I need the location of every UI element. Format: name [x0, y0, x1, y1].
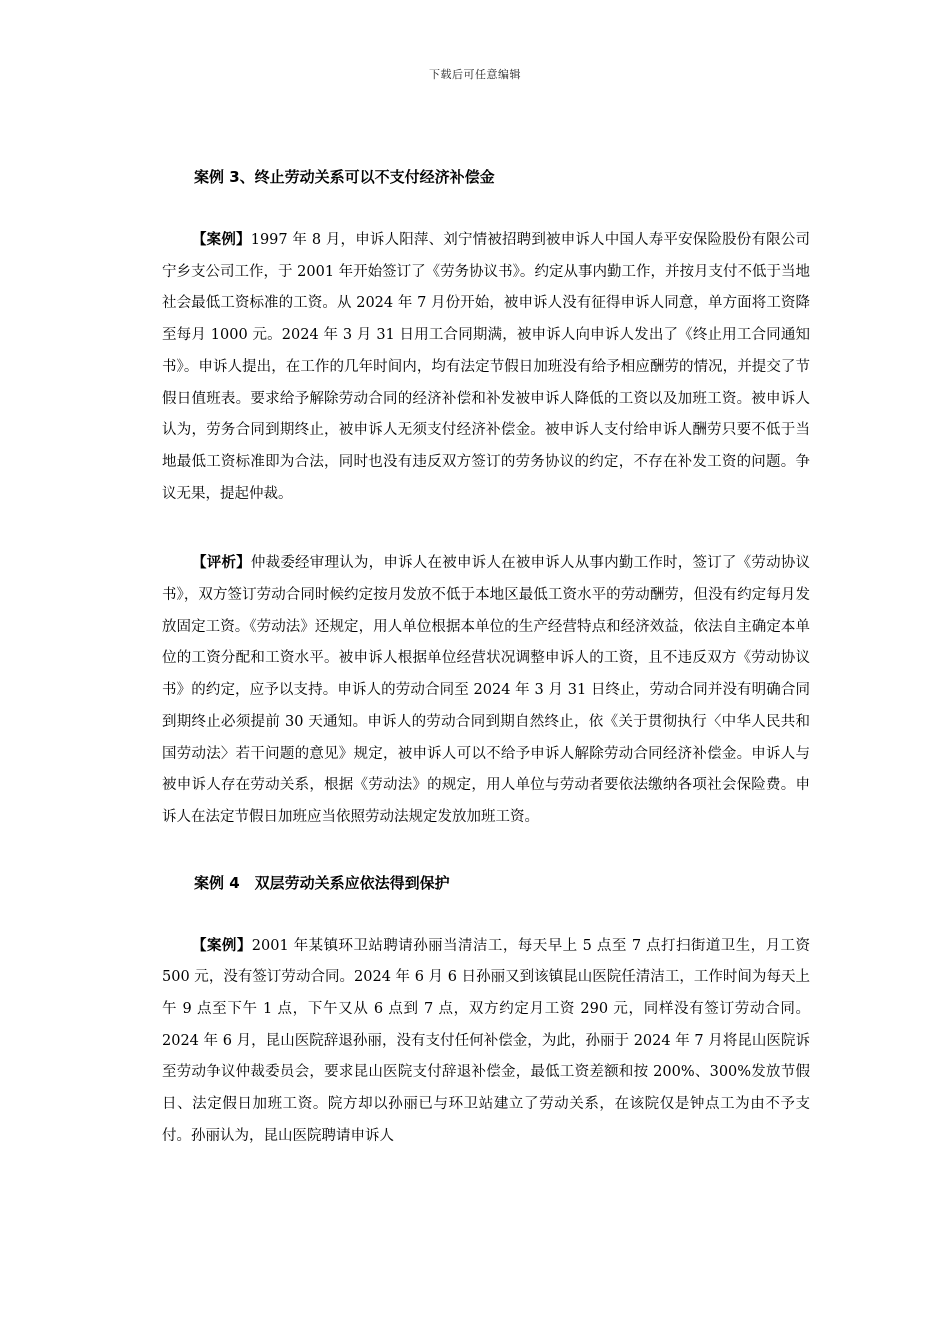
case3-analysis-tag: 【评析】 — [192, 555, 251, 572]
case3-analysis-text: 仲裁委经审理认为，申诉人在被申诉人在被申诉人从事内勤工作时，签订了《劳动协议书》，双方签订劳动合同时候约定按月发放不低于本地区最低工资水平的劳动酬劳，但没有约定每月发放固定工资。《劳动法》还规定，用人单位根据本单位的生产经营特点和经济效益，依法自主确定本单位的工资分配和工资水平。被申诉人根据单位经营状况调整申诉人的工资，且不违反双方《劳动协议书》的约定，应予以支持。申诉人的劳动合同至 2024 年 3 月 31 日终止，劳动合同并没有明确合同到期终止必须提前 30 天通知。申诉人的劳动合同到期自然终止，依《关于贯彻执行〈中华人民共和国劳动法〉若干问题的意见》规定，被申诉人可以不给予申诉人解除劳动合同经济补偿金。申诉人与被申诉人存在劳动关系，根据《劳动法》的规定，用人单位与劳动者要依法缴纳各项社会保险费。申诉人在法定节假日加班应当依照劳动法规定发放加班工资。 — [162, 555, 811, 825]
case3-case-paragraph — [162, 225, 810, 510]
document-body — [162, 166, 810, 1153]
case4-case-paragraph — [162, 931, 810, 1153]
spacer — [162, 894, 810, 931]
spacer — [162, 188, 810, 225]
case4-case-tag: 【案例】 — [192, 937, 252, 954]
case3-case-tag: 【案例】 — [192, 232, 251, 248]
case3-title: 案例 3、终止劳动关系可以不支付经济补偿金 — [194, 168, 495, 186]
header-note: 下载后可任意编辑 — [429, 68, 521, 81]
spacer — [162, 510, 810, 548]
spacer — [162, 834, 810, 872]
case3-case-text: 1997 年 8 月，申诉人阳萍、刘宁情被招聘到被申诉人中国人寿平安保险股份有限公司宁乡支公司工作，于 2001 年开始签订了《劳务协议书》。约定从事内勤工作，并按月支付不低于当地社会最低工资标准的工资。从 2024 年 7 月份开始，被申诉人没有征得申诉人同意，单方面将工资降至每月 1000 元。2024 年 3 月 31 日用工合同期满，被申诉人向申诉人发出了《终止用工合同通知书》。申诉人提出，在工作的几年时间内，均有法定节假日加班没有给予相应酬劳的情况，并提交了节假日值班表。要求给予解除劳动合同的经济补偿和补发被申诉人降低的工资以及加班工资。被申诉人认为，劳务合同到期终止，被申诉人无须支付经济补偿金。被申诉人支付给申诉人酬劳只要不低于当地最低工资标准即为合法，同时也没有违反双方签订的劳务协议的约定，不存在补发工资的问题。争议无果，提起仲裁。 — [162, 232, 811, 502]
case4-case-text: 2001 年某镇环卫站聘请孙丽当清洁工，每天早上 5 点至 7 点打扫街道卫生，月工资 500 元，没有签订劳动合同。2024 年 6 月 6 日孙丽又到该镇昆山医院任清洁工，工作时间为每天上午 9 点至下午 1 点，下午又从 6 点到 7 点，双方约定月工资 290 元，同样没有签订劳动合同。2024 年 6 月，昆山医院辞退孙丽，没有支付任何补偿金，为此，孙丽于 2024 年 7 月将昆山医院诉至劳动争议仲裁委员会，要求昆山医院支付辞退补偿金，最低工资差额和按 200%、300%发放节假日、法定假日加班工资。院方却以孙丽已与环卫站建立了劳动关系，在该院仅是钟点工为由不予支付。孙丽认为，昆山医院聘请申诉人 — [162, 937, 810, 1144]
case4-title: 案例 4 双层劳动关系应依法得到保护 — [194, 873, 450, 892]
case3-analysis-paragraph — [162, 548, 810, 833]
